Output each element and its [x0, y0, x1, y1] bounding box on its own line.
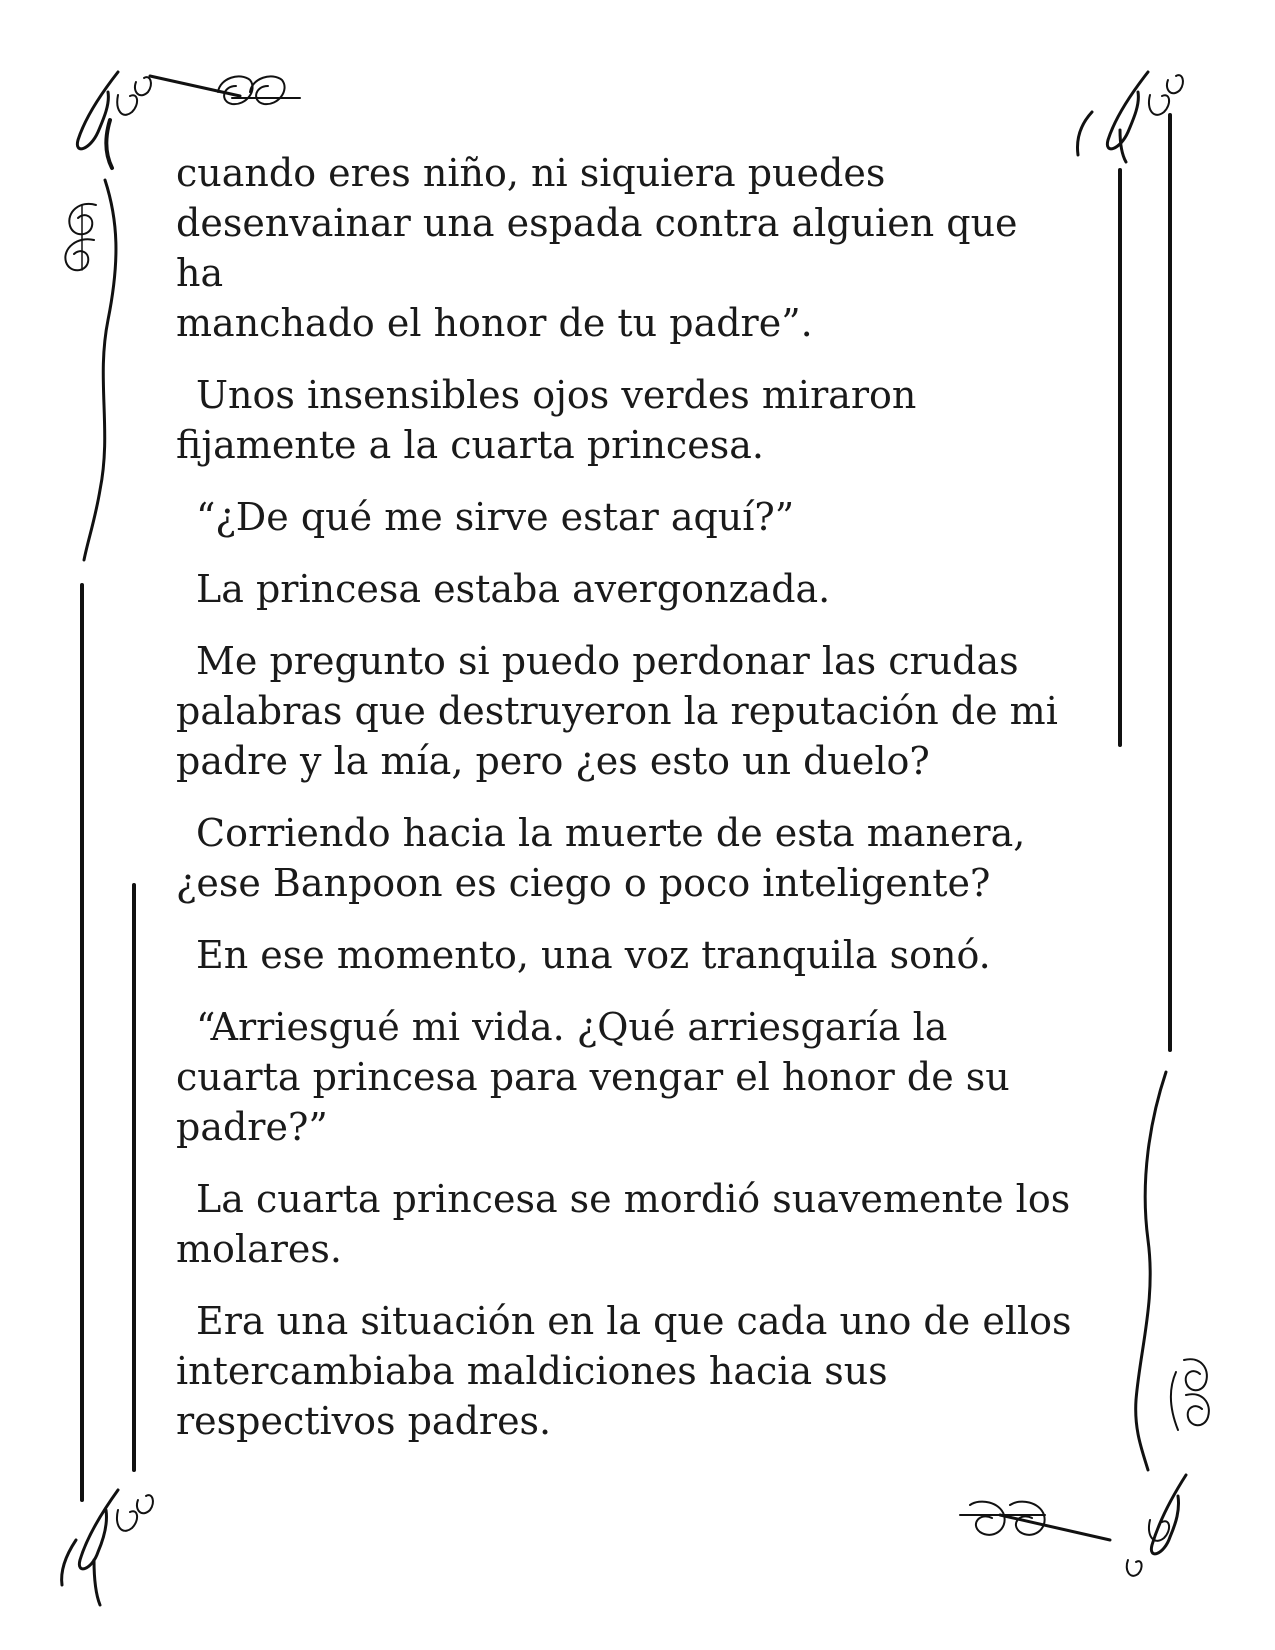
paragraph	[176, 636, 1076, 786]
text-line: ¿ese Banpoon es ciego o poco inteligente?	[176, 861, 991, 905]
paragraph	[176, 370, 1076, 470]
page-text	[176, 148, 1076, 1468]
text-line: Me pregunto si puedo perdonar las crudas	[196, 639, 1019, 683]
text-line: Era una situación en la que cada uno de ellos	[196, 1299, 1072, 1343]
paragraph	[176, 564, 1076, 614]
text-line: palabras que destruyeron la reputación de mi	[176, 689, 1058, 733]
paragraph	[176, 1002, 1076, 1152]
paragraph	[176, 1174, 1076, 1274]
text-line: respectivos padres.	[176, 1399, 552, 1443]
paragraph	[176, 148, 1076, 348]
text-line: Corriendo hacia la muerte de esta manera,	[196, 811, 1026, 855]
text-line: padre y la mía, pero ¿es esto un duelo?	[176, 739, 930, 783]
paragraph	[176, 808, 1076, 908]
text-line: intercambiaba maldiciones hacia sus	[176, 1349, 888, 1393]
text-line: La cuarta princesa se mordió suavemente los	[196, 1177, 1071, 1221]
text-line: desenvainar una espada contra alguien que ha	[176, 201, 1018, 295]
text-line: padre?”	[176, 1105, 328, 1149]
bottom-left-flourish	[62, 1490, 153, 1605]
paragraph	[176, 1296, 1076, 1446]
text-line: fijamente a la cuarta princesa.	[176, 423, 764, 467]
paragraph	[176, 492, 1076, 542]
text-line: manchado el honor de tu padre”.	[176, 301, 813, 345]
text-line: molares.	[176, 1227, 342, 1271]
text-line: “¿De qué me sirve estar aquí?”	[196, 495, 795, 539]
top-right-flourish	[1078, 72, 1183, 162]
text-line: cuarta princesa para vengar el honor de su	[176, 1055, 1010, 1099]
text-line: “Arriesgué mi vida. ¿Qué arriesgaría la	[196, 1005, 948, 1049]
paragraph	[176, 930, 1076, 980]
text-line: Unos insensibles ojos verdes miraron	[196, 373, 917, 417]
text-line: En ese momento, una voz tranquila sonó.	[196, 933, 991, 977]
text-line: cuando eres niño, ni siquiera puedes	[176, 151, 886, 195]
text-line: La princesa estaba avergonzada.	[196, 567, 831, 611]
